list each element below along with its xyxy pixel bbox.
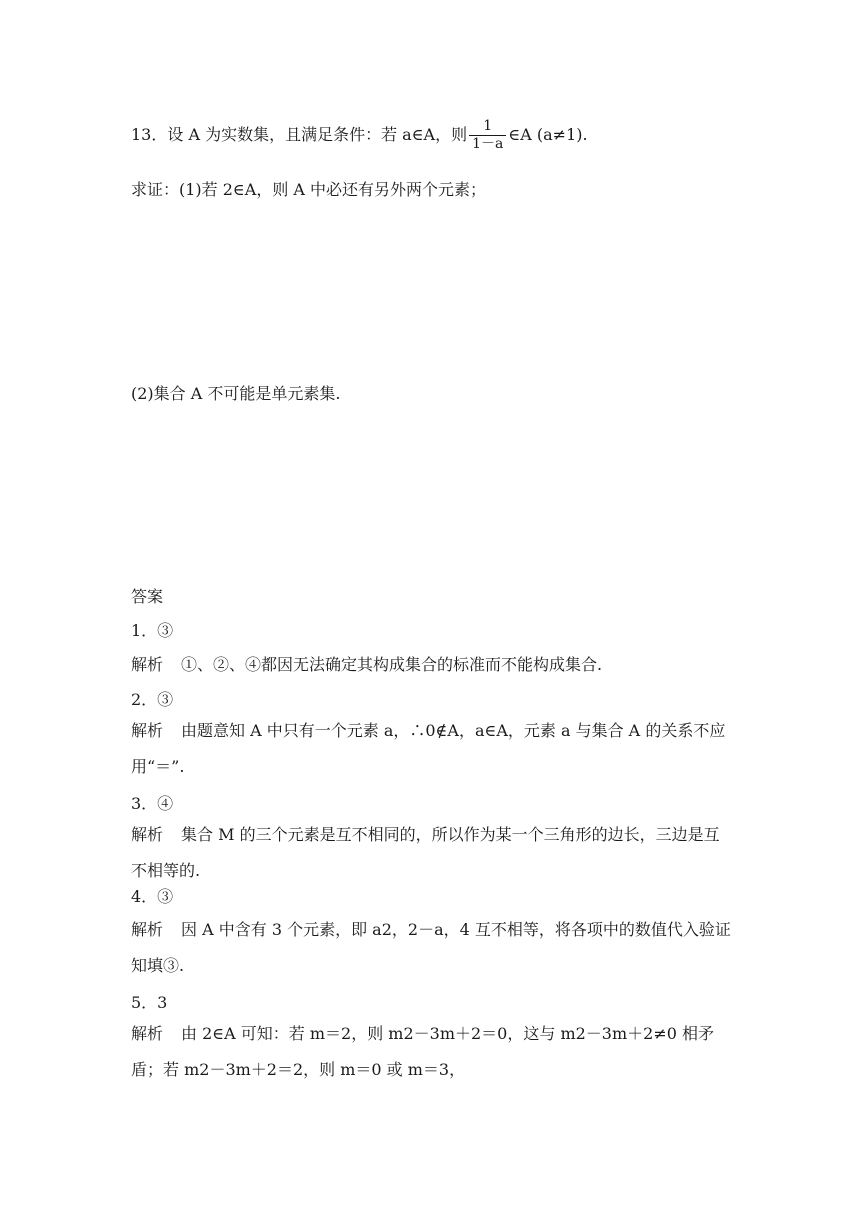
- question-13-condition: ∈A (a≠1).: [508, 125, 588, 144]
- fraction-numerator: 1: [469, 118, 506, 136]
- explanation-label: 解析: [131, 1024, 164, 1043]
- answer-3-number: 3．④: [131, 794, 174, 813]
- answer-1-number: 1．③: [131, 621, 174, 640]
- answer-3-explanation: [131, 817, 731, 889]
- fraction-denominator: 1－a: [472, 136, 504, 152]
- answer-2-number: 2．③: [131, 690, 174, 709]
- answer-5-number: 5．3: [131, 993, 168, 1012]
- explanation-label: 解析: [131, 920, 164, 939]
- question-13-part-2: (2)集合 A 不可能是单元素集.: [131, 384, 341, 403]
- answer-1-explanation: [131, 647, 731, 683]
- question-13: [131, 118, 588, 153]
- question-13-text: 13．设 A 为实数集，且满足条件：若 a∈A，则: [131, 125, 468, 144]
- explanation-label: 解析: [131, 721, 164, 740]
- fraction: [469, 118, 506, 153]
- answer-4-explanation: [131, 912, 731, 984]
- explanation-text: ①、②、④都因无法确定其构成集合的标准而不能构成集合.: [181, 655, 603, 674]
- explanation-text: 由 2∈A 可知：若 m＝2，则 m2－3m＋2＝0，这与 m2－3m＋2≠0 相矛盾；若 m2－3m＋2＝2，则 m＝0 或 m＝3，: [131, 1024, 714, 1079]
- answer-4-number: 4．③: [131, 887, 174, 906]
- explanation-text: 因 A 中含有 3 个元素，即 a2，2－a，4 互不相等，将各项中的数值代入验证知填③.: [131, 920, 731, 975]
- explanation-text: 由题意知 A 中只有一个元素 a，∴0∉A，a∈A，元素 a 与集合 A 的关系不应用“＝”.: [131, 721, 726, 776]
- answer-5-explanation: [131, 1016, 731, 1088]
- question-13-part-1: 求证：(1)若 2∈A，则 A 中必还有另外两个元素；: [131, 180, 487, 199]
- explanation-label: 解析: [131, 655, 164, 674]
- answers-heading: 答案: [131, 587, 164, 606]
- explanation-label: 解析: [131, 825, 164, 844]
- answer-2-explanation: [131, 713, 731, 785]
- explanation-text: 集合 M 的三个元素是互不相同的，所以作为某一个三角形的边长，三边是互不相等的.: [131, 825, 720, 880]
